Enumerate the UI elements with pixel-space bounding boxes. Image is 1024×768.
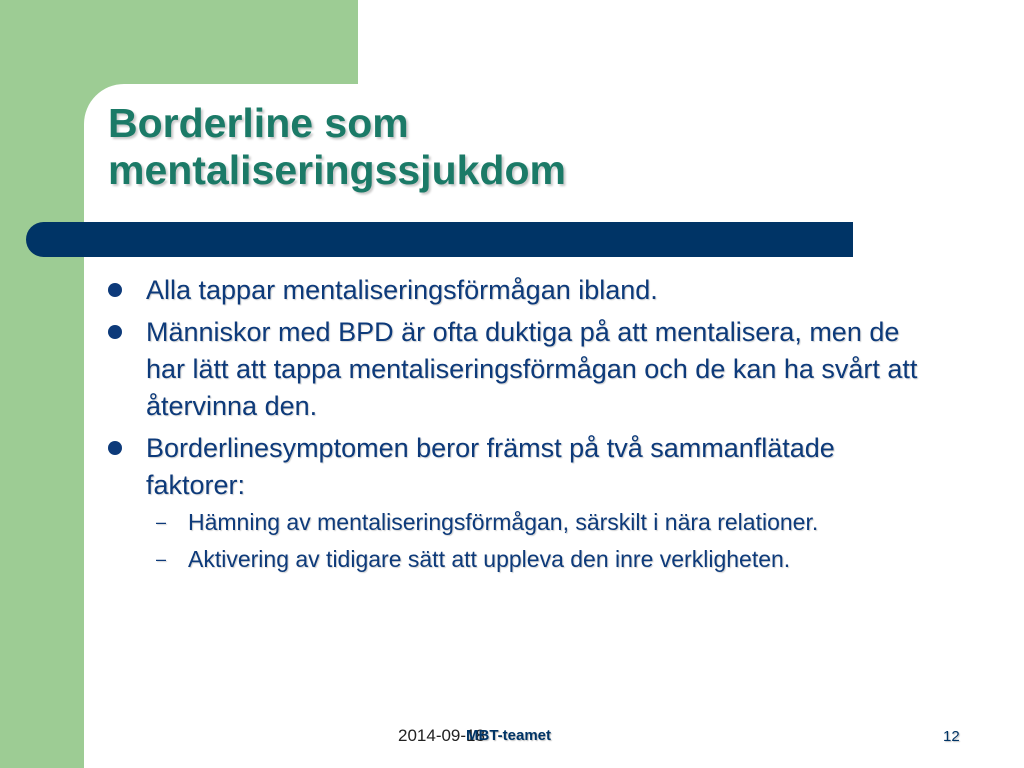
bullet-item (104, 314, 934, 425)
bullet-item (104, 430, 934, 575)
dash-marker-icon: – (156, 512, 167, 532)
sub-bullet-item (146, 543, 934, 575)
white-top-area (358, 0, 1024, 84)
title-divider-bar (26, 222, 853, 257)
bullet-dot-icon (108, 441, 122, 455)
bullet-text: Borderlinesymptomen beror främst på två sammanflätade faktorer: (146, 433, 835, 500)
footer-organization: MBT-teamet (466, 727, 552, 744)
bullet-list (104, 272, 934, 580)
sub-bullet-text: Aktivering av tidigare sätt att uppleva den inre verkligheten. (188, 546, 791, 572)
sub-bullet-item (146, 506, 934, 538)
footer-date: 2014-09-18 (398, 726, 485, 745)
bullet-text: Alla tappar mentaliseringsförmågan ibland. (146, 275, 658, 305)
bullet-dot-icon (108, 283, 122, 297)
bullet-dot-icon (108, 325, 122, 339)
dash-marker-icon: – (156, 549, 167, 569)
sub-bullet-text: Hämning av mentaliseringsförmågan, särskilt i nära relationer. (188, 509, 819, 535)
sub-bullet-list (146, 506, 934, 575)
bullet-item (104, 272, 934, 309)
green-left-strip (0, 0, 84, 768)
page-number: 12 (943, 728, 960, 745)
bullet-text: Människor med BPD är ofta duktiga på att mentalisera, men de har lätt att tappa mentaliseringsförmågan och de kan ha svårt att återvinna den. (146, 317, 918, 421)
slide-title: Borderline som mentaliseringssjukdom (108, 100, 566, 193)
